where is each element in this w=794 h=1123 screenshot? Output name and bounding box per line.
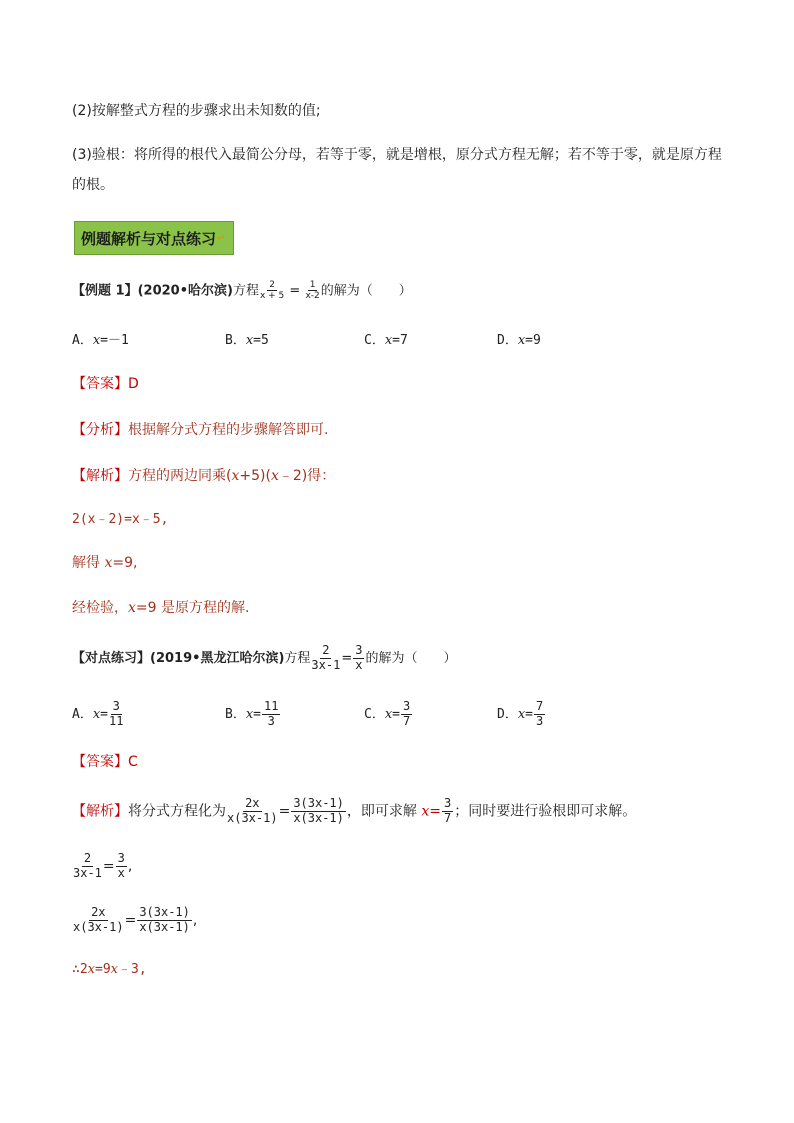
example1-fraction-2: $\frac{1}{x-2}$ [305, 280, 320, 302]
example1-equals: = [285, 283, 305, 299]
example1-fraction-1: $\frac{2}{x + 5}$ [259, 280, 285, 302]
example1-answer: 【答案】D [72, 376, 139, 392]
step-2-text: (2)按解整式方程的步骤求出未知数的值; [72, 103, 321, 119]
example1-option-c: C．x=7 [364, 333, 408, 348]
practice-solution-fraction-3: $\frac{3}{7}$ [443, 796, 452, 825]
example1-source: (2020•哈尔滨) [137, 283, 233, 299]
example1-step-b: 解得 x=9, [72, 555, 138, 571]
step-3-text-line2: 的根。 [72, 177, 114, 193]
practice-option-b: B．x= $\frac{11}{3}$ [225, 699, 279, 728]
practice-fraction-2: $\frac{3}{x}$ [355, 643, 363, 672]
example1-stem-post: 的解为（ ） [320, 283, 412, 299]
practice-option-c: C．x= $\frac{3}{7}$ [364, 699, 411, 728]
practice-line-3: ∴2x=9x﹣3, [72, 962, 147, 977]
practice-line-2: $\frac{2x}{x(3x-1)}$ = $\frac{3(3x-1)}{x(3x-1)}$ , [73, 905, 198, 934]
practice-line-1: $\frac{2}{3x-1}$ = $\frac{3}{x}$ , [73, 851, 133, 880]
example1-label: 【例题 1】 [72, 283, 138, 299]
example1-analysis: 【分析】根据解分式方程的步骤解答即可. [72, 422, 329, 438]
example1-solution: 【解析】方程的两边同乘(x+5)(x﹣2)得： [72, 468, 336, 484]
practice-fraction-1: $\frac{2}{3x-1}$ [311, 643, 341, 672]
practice-solution: 【解析】将分式方程化为 $\frac{2x}{x(3x-1)}$ = $\frac{3(3x-1)}{x(3x-1)}$ ，即可求解 x= $\frac{3}{7}$ ；同时要进行验根即可求解。 [72, 796, 637, 825]
practice-answer: 【答案】C [72, 754, 138, 770]
practice-label: 【对点练习】 [72, 650, 151, 666]
example1-step-c: 经检验，x=9 是原方程的解. [72, 600, 250, 616]
practice-solution-fraction-2: $\frac{3(3x-1)}{x(3x-1)}$ [293, 796, 344, 825]
practice-source: (2019•黑龙江哈尔滨) [150, 650, 285, 666]
example1-question [72, 280, 412, 302]
example1-option-d: D．x=9 [497, 333, 541, 348]
practice-question: 【对点练习】(2019•黑龙江哈尔滨)方程 $\frac{2}{3x-1}$ = $\frac{3}{x}$ 的解为（ ） [72, 643, 457, 672]
practice-option-d: D．x= $\frac{7}{3}$ [497, 699, 544, 728]
example1-step-a: 2(x﹣2)=x﹣5, [72, 512, 169, 527]
paragraph-mark-icon: ↵ [217, 232, 226, 244]
example1-stem-pre: 方程 [232, 283, 259, 299]
practice-option-a: A．x= $\frac{3}{11}$ [72, 699, 124, 728]
section-heading [74, 221, 234, 255]
example1-option-a: A．x=－1 [72, 333, 129, 348]
example1-option-b: B．x=5 [225, 333, 269, 348]
practice-solution-fraction-1: $\frac{2x}{x(3x-1)}$ [227, 796, 278, 825]
step-3-text-line1: (3)验根：将所得的根代入最简公分母，若等于零，就是增根，原分式方程无解；若不等于零，就是原方程 [72, 147, 722, 163]
section-heading-text: 例题解析与对点练习 [81, 229, 217, 248]
